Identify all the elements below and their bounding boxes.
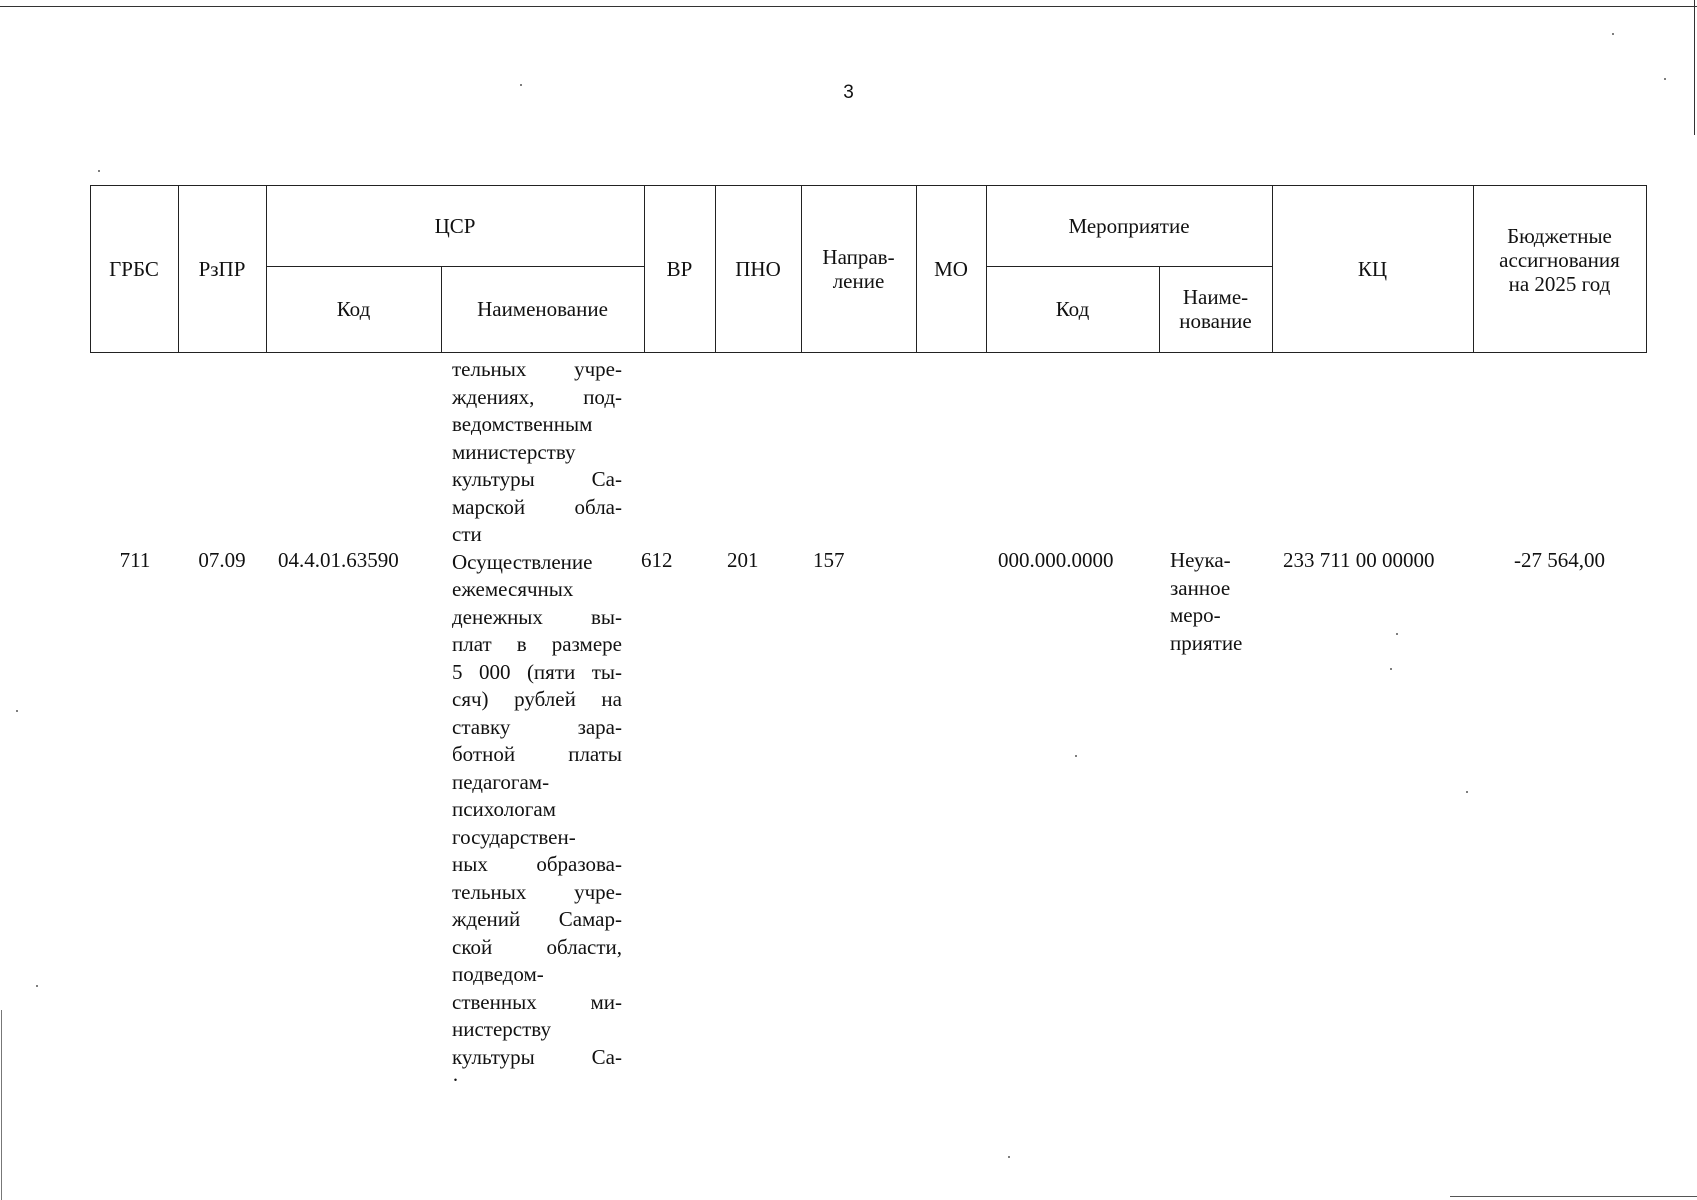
event-name-line: приятие — [1170, 630, 1243, 655]
header-grbs: ГРБС — [109, 256, 159, 281]
text-word: ных — [452, 852, 488, 876]
continuation-line — [452, 411, 622, 439]
csr-name-line — [452, 989, 622, 1017]
csr-name-line — [452, 851, 622, 879]
header-rzpr: РзПР — [198, 256, 246, 281]
csr-name-line — [452, 1068, 622, 1092]
text-word: психологам — [452, 797, 556, 821]
text-word: вы- — [590, 604, 622, 629]
text-word: Са- — [591, 1044, 622, 1069]
text-word: культуры — [452, 1044, 535, 1069]
text-word: нистерству — [452, 1017, 551, 1041]
text-word: платы — [568, 742, 622, 766]
csr-name-line — [452, 1044, 622, 1072]
row-grbs: 711 — [119, 548, 151, 572]
header-direction: Направ- ление — [822, 244, 895, 293]
text-word: в — [516, 632, 527, 656]
header-vr: ВР — [666, 256, 693, 281]
text-word: денежных — [452, 604, 543, 629]
csr-name-line — [452, 576, 622, 604]
header-event-code: Код — [1055, 297, 1090, 321]
csr-name-line — [452, 1016, 622, 1044]
event-name-line: занное — [1170, 575, 1231, 600]
text-word: государствен- — [452, 824, 576, 849]
text-word: ми- — [590, 989, 622, 1014]
row-event-code: 000.000.0000 — [998, 548, 1114, 572]
text-word: подведом- — [452, 962, 544, 986]
csr-name-line — [452, 961, 622, 989]
csr-name-line — [452, 906, 622, 934]
header-kc: КЦ — [1357, 256, 1388, 281]
csr-name-line — [452, 879, 622, 907]
text-word: на — [601, 687, 622, 711]
text-word: Осуществление — [452, 549, 593, 574]
text-word: тельных — [452, 357, 527, 381]
text-word: области, — [546, 934, 622, 959]
event-name-line: Неука- — [1170, 548, 1231, 572]
row-event-name — [1170, 547, 1242, 657]
csr-name-line — [452, 769, 622, 797]
event-name-line: меро- — [1170, 603, 1221, 627]
text-word: ственных — [452, 989, 537, 1014]
text-word: сти — [452, 522, 482, 546]
row-rzpr: 07.09 — [198, 548, 246, 572]
text-word: · — [452, 1068, 459, 1092]
csr-name-line — [452, 659, 622, 687]
header-budget: Бюджетные ассигнования на 2025 год — [1499, 224, 1620, 296]
text-word: Самар- — [558, 907, 622, 931]
csr-name-line — [452, 934, 622, 962]
header-csr: ЦСР — [434, 213, 476, 238]
text-word: ждений — [452, 907, 521, 931]
text-word: зара- — [577, 714, 622, 739]
row-vr: 612 — [641, 548, 673, 572]
csr-name-line — [452, 741, 622, 769]
continuation-line — [452, 494, 622, 522]
continuation-line — [452, 356, 622, 384]
text-word: 5 — [452, 659, 463, 684]
continuation-line — [452, 439, 622, 467]
csr-name-line — [452, 714, 622, 742]
header-event: Мероприятие — [1068, 213, 1190, 238]
csr-name-line — [452, 824, 622, 852]
text-word: рублей — [514, 687, 576, 711]
text-word: учре- — [574, 357, 622, 381]
text-word: образова- — [536, 852, 622, 876]
text-word: марской — [452, 494, 526, 519]
continuation-line — [452, 466, 622, 494]
continuation-line — [452, 384, 622, 412]
row-pno: 201 — [727, 548, 759, 572]
row-csr-code: 04.4.01.63590 — [278, 548, 399, 572]
text-word: 000 — [478, 659, 511, 684]
csr-name-line — [452, 604, 622, 632]
text-word: (пяти — [526, 659, 576, 684]
text-word: ты- — [591, 659, 622, 684]
text-word: ботной — [452, 742, 516, 766]
row-kc: 233 711 00 00000 — [1283, 548, 1435, 572]
header-event-name: Наиме- нование — [1179, 285, 1252, 333]
header-csr-name: Наименование — [477, 297, 608, 321]
text-word: Са- — [591, 467, 622, 491]
text-word: обла- — [574, 494, 622, 519]
header-mo: МО — [934, 256, 968, 281]
text-word: размере — [551, 632, 622, 656]
text-word: сяч) — [452, 687, 489, 711]
csr-name-column — [452, 356, 622, 1091]
text-word: учре- — [574, 879, 622, 904]
csr-name-line — [452, 796, 622, 824]
text-word: ждениях, — [452, 384, 535, 409]
csr-name-line — [452, 686, 622, 714]
text-word: ведомственным — [452, 412, 593, 436]
text-word: ской — [452, 934, 493, 959]
text-word: ежемесячных — [452, 577, 574, 601]
text-word: тельных — [452, 879, 527, 904]
header-pno: ПНО — [735, 256, 781, 281]
csr-name-line — [452, 631, 622, 659]
page-number: 3 — [843, 82, 854, 103]
text-word: педагогам- — [452, 769, 550, 794]
continuation-line — [452, 521, 622, 549]
text-word: министерству — [452, 439, 576, 464]
text-word: под- — [583, 384, 622, 409]
text-word: культуры — [452, 467, 535, 491]
text-word: плат — [452, 632, 492, 656]
row-budget: -27 564,00 — [1514, 548, 1605, 572]
csr-name-line — [452, 549, 622, 577]
row-direction: 157 — [813, 548, 845, 572]
text-word: ставку — [452, 714, 511, 739]
header-csr-code: Код — [336, 297, 371, 321]
